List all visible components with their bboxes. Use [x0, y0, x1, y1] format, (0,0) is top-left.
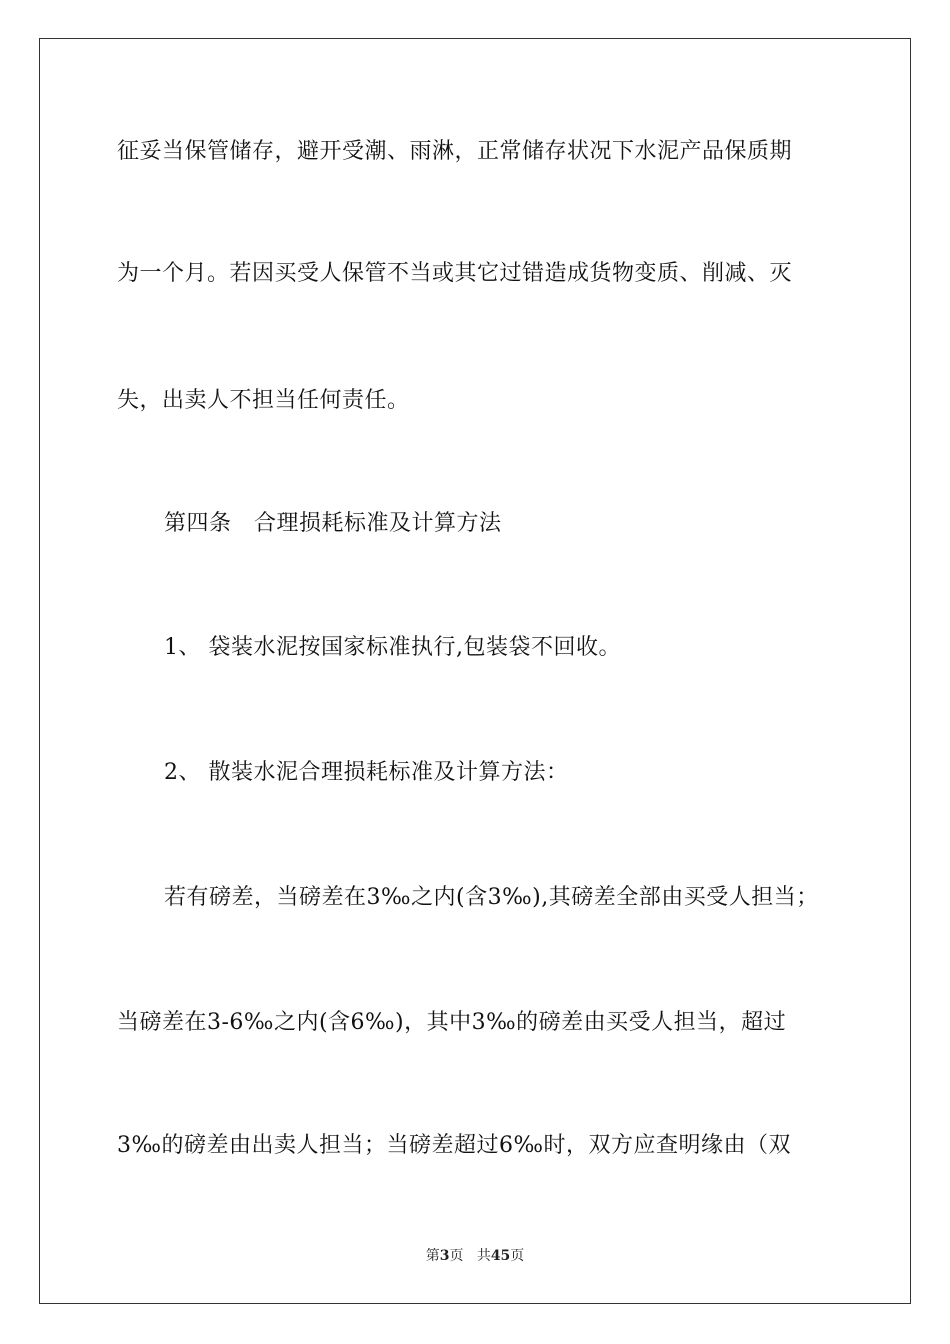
body-line-3: 失，出卖人不担当任何责任。 — [117, 388, 410, 413]
body-line-9: 3‰的磅差由出卖人担当；当磅差超过6‰时，双方应查明缘由（双 — [117, 1133, 792, 1158]
body-line-2: 为一个月。若因买受人保管不当或其它过错造成货物变质、削减、灭 — [117, 261, 793, 286]
footer-page-prefix: 第 — [425, 1248, 440, 1264]
body-line-7: 若有磅差，当磅差在3‰之内(含3‰),其磅差全部由买受人担当； — [164, 885, 819, 910]
body-line-1: 征妥当保管储存，避开受潮、雨淋，正常储存状况下水泥产品保质期 — [117, 139, 793, 164]
footer-page-number: 3 — [439, 1248, 450, 1264]
footer-page-suffix: 页 — [449, 1248, 464, 1264]
footer-total-prefix: 共 — [476, 1248, 491, 1264]
page-border — [39, 38, 911, 1304]
list-item-2: 2、 散装水泥合理损耗标准及计算方法： — [164, 760, 569, 785]
footer-total-suffix: 页 — [510, 1248, 525, 1264]
footer-total-pages: 45 — [490, 1248, 511, 1264]
section-heading-article-4: 第四条 合理损耗标准及计算方法 — [164, 511, 502, 536]
body-line-8: 当磅差在3-6‰之内(含6‰)，其中3‰的磅差由买受人担当，超过 — [117, 1010, 787, 1035]
page-footer — [0, 1246, 950, 1266]
list-item-1: 1、 袋装水泥按国家标准执行,包装袋不回收。 — [164, 635, 621, 660]
